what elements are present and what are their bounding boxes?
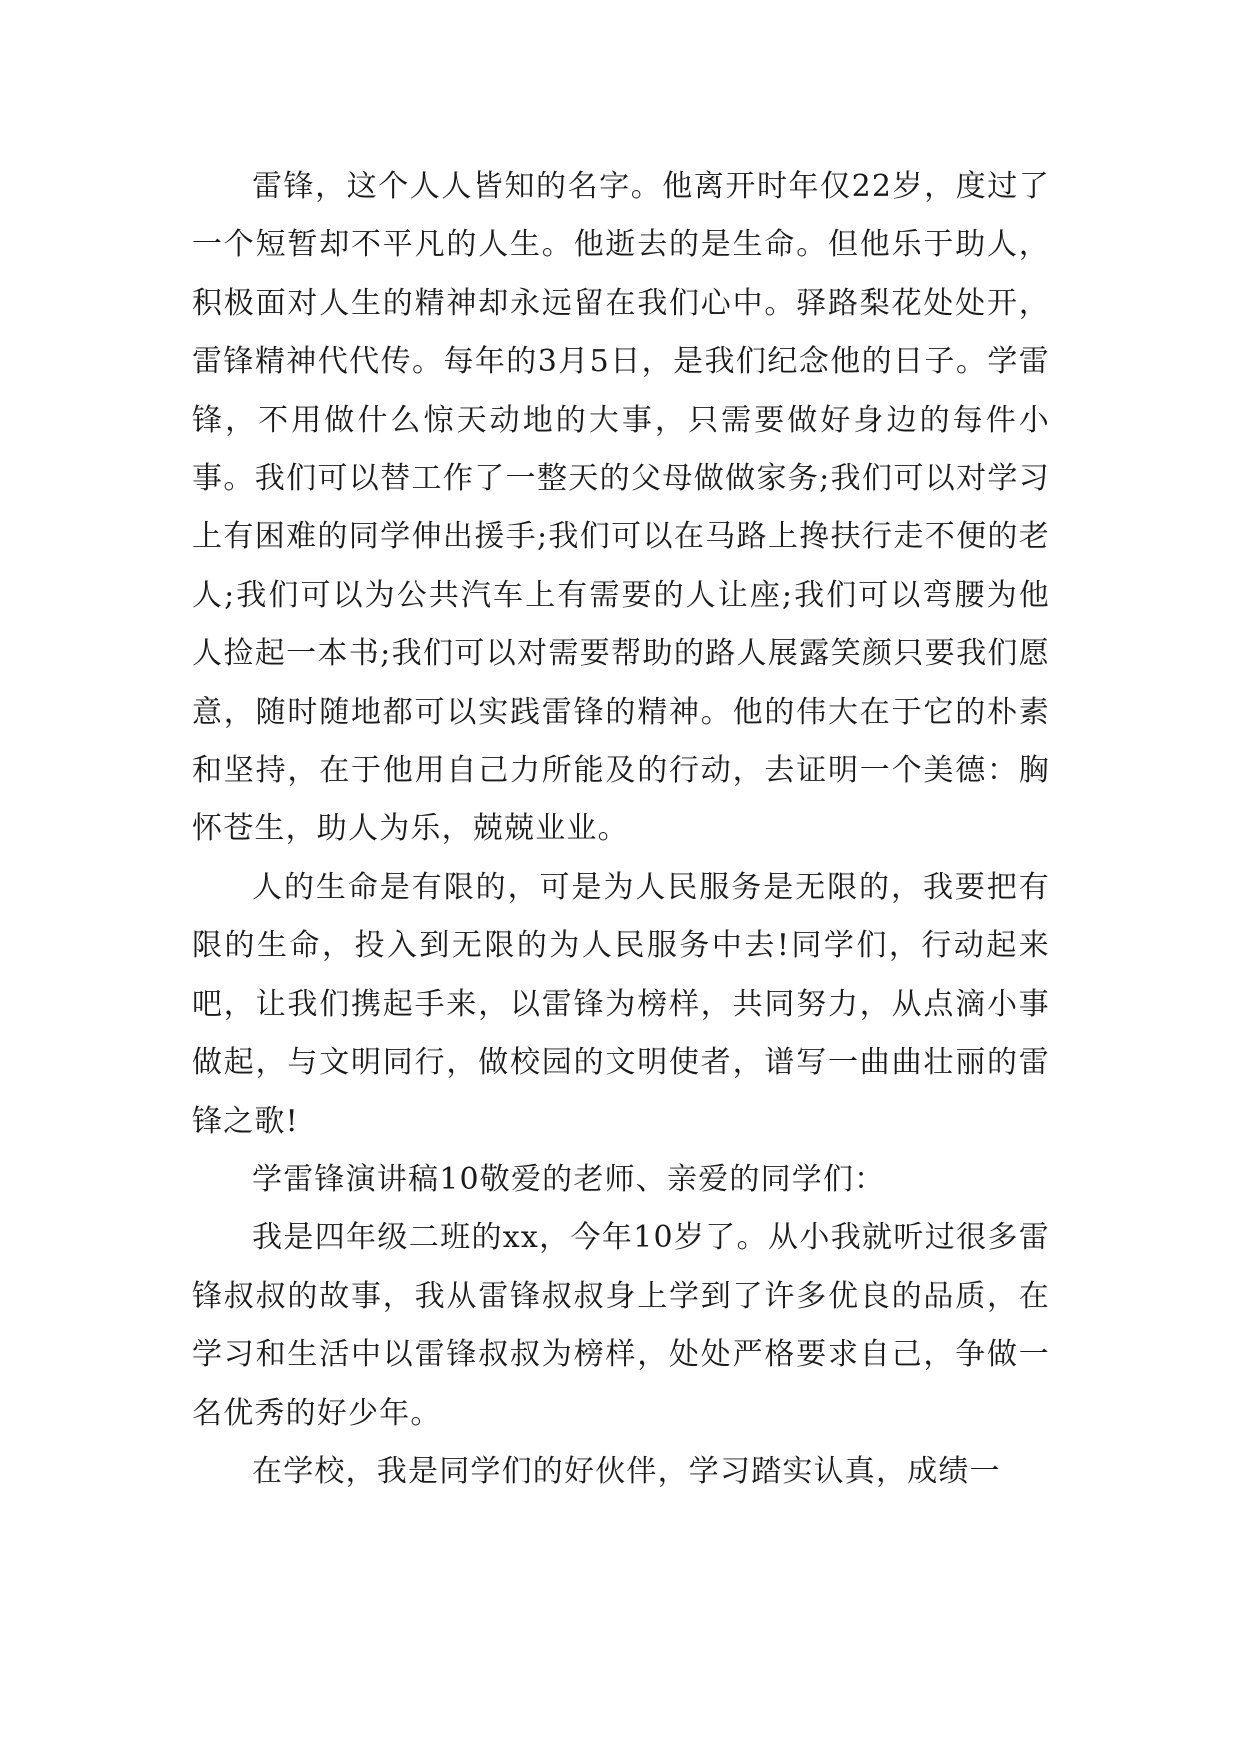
paragraph-5: 在学校，我是同学们的好伙伴，学习踏实认真，成绩一 [252, 1453, 1001, 1489]
paragraph-2: 人的生命是有限的，可是为人民服务是无限的，我要把有限的生命，投入到无限的为人民服务中去!同学们，行动起来吧，让我们携起手来，以雷锋为榜样，共同努力，从点滴小事做起，与文明同行，做校园的文明使者，谱写一曲曲壮丽的雷锋之歌! [192, 869, 1050, 1139]
paragraph-4: 我是四年级二班的xx，今年10岁了。从小我就听过很多雷锋叔叔的故事，我从雷锋叔叔身上学到了许多优良的品质，在学习和生活中以雷锋叔叔为榜样，处处严格要求自己，争做一名优秀的好少年。 [192, 1220, 1050, 1431]
document-body [192, 158, 1050, 1501]
paragraph-1: 雷锋，这个人人皆知的名字。他离开时年仅22岁，度过了一个短暂却不平凡的人生。他逝去的是生命。但他乐于助人，积极面对人生的精神却永远留在我们心中。驿路梨花处处开，雷锋精神代代传。每年的3月5日，是我们纪念他的日子。学雷锋，不用做什么惊天动地的大事，只需要做好身边的每件小事。我们可以替工作了一整天的父母做做家务;我们可以对学习上有困难的同学伸出援手;我们可以在马路上搀扶行走不便的老人;我们可以为公共汽车上有需要的人让座;我们可以弯腰为他人捡起一本书;我们可以对需要帮助的路人展露笑颜只要我们愿意，随时随地都可以实践雷锋的精神。他的伟大在于它的朴素和坚持，在于他用自己力所能及的行动，去证明一个美德：胸怀苍生，助人为乐，兢兢业业。 [192, 169, 1050, 847]
paragraph-3: 学雷锋演讲稿10敬爱的老师、亲爱的同学们： [252, 1161, 886, 1197]
